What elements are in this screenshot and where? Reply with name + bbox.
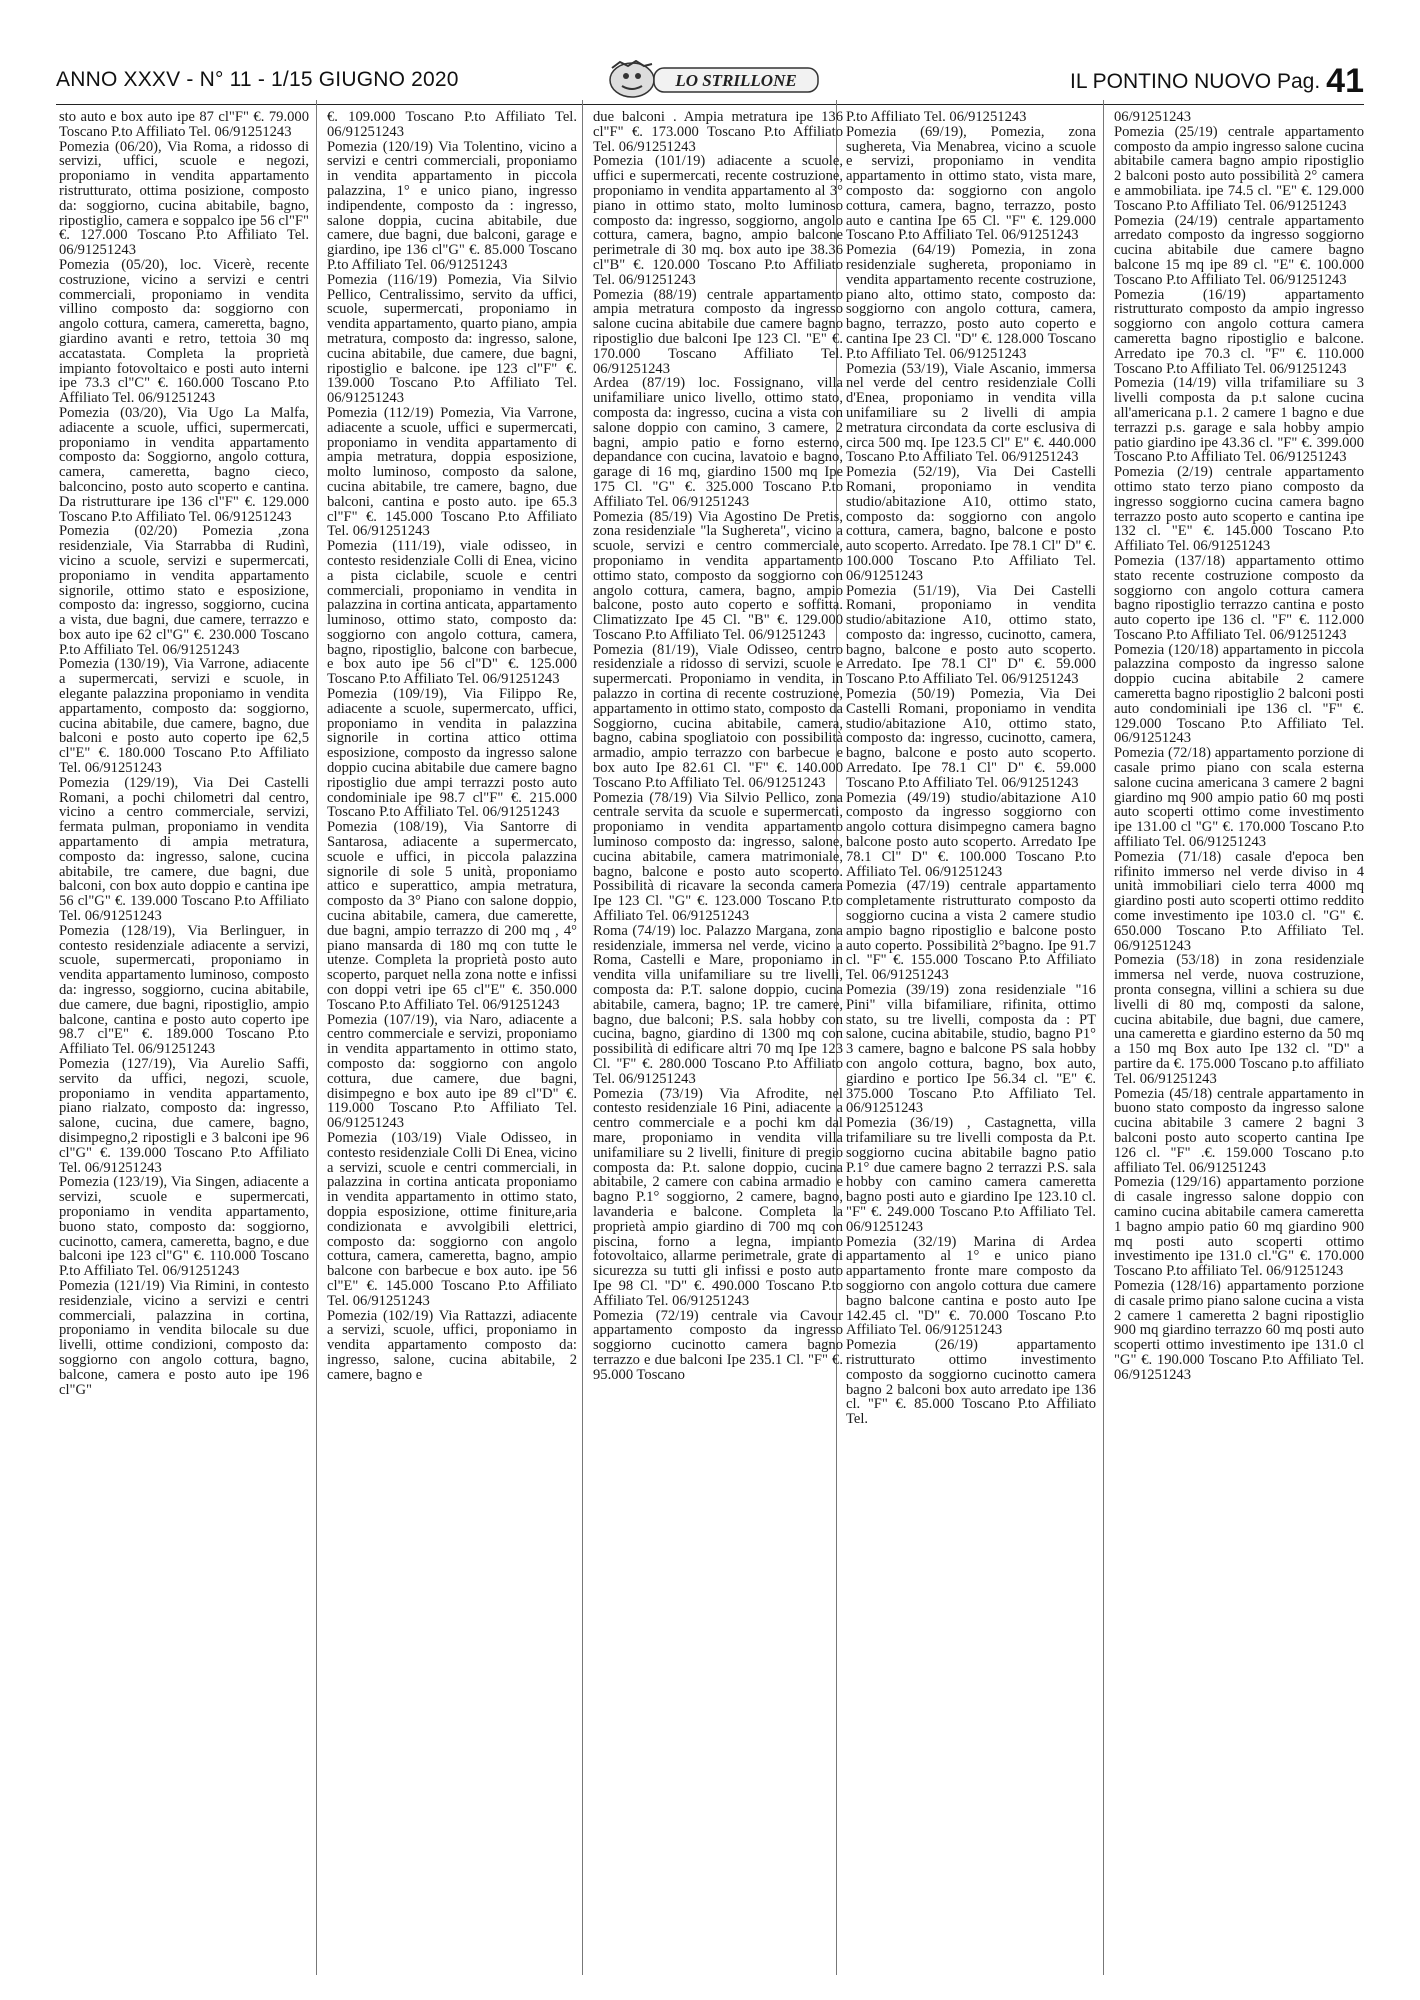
listing-paragraph: Pomezia (116/19) Pomezia, Via Silvio Pellico, Centralissimo, servito da uffici, scuole, supermercati, proponiamo in vendita appartamento, quarto piano, ampia metratura, composto da: ingresso, salone, cucina abitabile, due camere, due bagni, ripostiglio e balcone. ipe 123 cl"F" €. 139.000 Toscano P.to Affiliato Tel. 06/91251243 bbox=[327, 271, 577, 407]
listing-paragraph: Pomezia (52/19), Via Dei Castelli Romani, proponiamo in vendita studio/abitazione A10, ottimo stato, composto da: soggiorno con angolo cottura, camera, bagno, balcone e posto auto scoperto. Arredato. Ipe 78.1 Cl" D" €. 100.000 Toscano P.to Affiliato Tel. 06/91251243 bbox=[846, 464, 1096, 584]
listing-paragraph: Pomezia (64/19) Pomezia, in zona residenziale sughereta, proponiamo in vendita appartamento recente costruzione, piano alto, ottimo stato, composto da: soggiorno con angolo cottura, camera, bagno, terrazzo, posto auto coperto e cantina Ipe 23 Cl. "D" €. 128.000 Toscano P.to Affiliato Tel. 06/91251243 bbox=[846, 242, 1096, 362]
listing-paragraph: Pomezia (71/18) casale d'epoca ben rifinito immerso nel verde diviso in 4 unità immobiliari cielo terra 4000 mq giardino posti auto scoperti ottimo reddito come investimento ipe 103.0 cl. "G" €. 650.000 Toscano P.to Affiliato Tel. 06/91251243 bbox=[1114, 848, 1364, 954]
listing-paragraph: Pomezia (2/19) centrale appartamento ottimo stato terzo piano composto da ingresso soggiorno cucina camera bagno terrazzo posto auto scoperto e cantina ipe 132 cl. "E" €. 145.000 Toscano P.to Affiliato Tel. 06/91251243 bbox=[1114, 464, 1364, 555]
column-divider bbox=[1103, 100, 1104, 1975]
header-rule bbox=[56, 104, 1364, 105]
listing-paragraph: due balconi . Ampia metratura ipe 136 cl"F" €. 173.000 Toscano P.to Affiliato Tel. 06/91251243 bbox=[593, 110, 843, 155]
listing-paragraph: Pomezia (88/19) centrale appartamento ampia metratura composto da ingresso salone cucina abitabile due camere bagno ripostiglio due balconi Ipe 123 Cl. "E" €. 170.000 Toscano Affiliato Tel. 06/91251243 bbox=[593, 286, 843, 377]
listing-paragraph: Pomezia (128/19), Via Berlinguer, in contesto residenziale adiacente a servizi, scuole, supermercati, proponiamo in vendita appartamento luminoso, composto da: ingresso, soggiorno, cucina abitabile, due camere, due bagni, ripostiglio, ampio balcone, cantina e posto auto coperto ipe 98.7 cl"E" €. 189.000 Toscano P.to Affiliato Tel. 06/91251243 bbox=[59, 922, 309, 1058]
listing-paragraph: Roma (74/19) loc. Palazzo Margana, zona residenziale, immersa nel verde, vicino a Roma, Castelli e Mare, proponiamo in vendita villa unifamiliare su tre livelli, composta da: P.T. salone doppio, cucina abitabile, camera, bagno; 1P. tre camere, bagno, due balconi; P.S. sala hobby con cucina, bagno, giardino di 1300 mq con possibilità di edificare altri 70 mq Ipe 123 Cl. "F" €. 280.000 Toscano P.to Affiliato Tel. 06/91251243 bbox=[593, 922, 843, 1087]
listing-paragraph: Pomezia (47/19) centrale appartamento completamente ristrutturato composto da soggiorno cucina a vista 2 camere studio ampio bagno ripostiglio e balcone posto auto coperto. Possibilità 2°bagno. Ipe 91.7 cl. "F" €. 155.000 Toscano P.to Affiliato Tel. 06/91251243 bbox=[846, 878, 1096, 984]
listing-paragraph: Pomezia (101/19) adiacente a scuole, uffici e supermercati, recente costruzione, proponiamo in vendita appartamento al 3° piano in ottimo stato, molto luminoso composto da: ingresso, soggiorno, angolo cottura, camera, bagno, ampio balcone perimetrale di 30 mq. box auto ipe 38.36 cl"B" €. 120.000 Toscano P.to Affiliato Tel. 06/91251243 bbox=[593, 153, 843, 288]
listing-paragraph: Pomezia (14/19) villa trifamiliare su 3 livelli composta da p.t salone cucina all'americana p.1. 2 camere 1 bagno e due terrazzi p.s. garage e sala hobby ampio patio giardino ipe 43.36 cl. "F" €. 399.000 Toscano P.to Affiliato Tel. 06/91251243 bbox=[1114, 375, 1364, 466]
listing-paragraph: Pomezia (26/19) appartamento ristrutturato ottimo investimento composto da soggiorno cucinotto camera bagno 2 balconi box auto arredato ipe 136 cl. "F" €. 85.000 Toscano P.to Affiliato Tel. bbox=[846, 1337, 1096, 1428]
listing-paragraph: Pomezia (73/19) Via Afrodite, nel contesto residenziale 16 Pini, adiacente a centro commerciale e a pochi km dal mare, proponiamo in vendita villa unifamiliare su 2 livelli, finiture di pregio composta da: P.t. salone doppio, cucina abitabile, 2 camere con cabina armadio e bagno P.1° soggiorno, 2 camere, bagno, lavanderia e balcone. Completa la proprietà ampio giardino di 700 mq con piscina, forno a legna, impianto fotovoltaico, allarme perimetrale, grate di sicurezza su tutti gli infissi e posto auto Ipe 98 Cl. "D" €. 490.000 Toscano P.to Affiliato Tel. 06/91251243 bbox=[593, 1085, 843, 1309]
listing-paragraph: Pomezia (05/20), loc. Vicerè, recente costruzione, vicino a servizi e centri commerciali, proponiamo in vendita villino composto da: soggiorno con angolo cottura, camera, cameretta, bagno, giardino avanti e retro, tettoia 30 mq accatastata. Completa la proprietà impianto fotovoltaico e posti auto interni ipe 73.3 cl"C" €. 160.000 Toscano P.to Affiliato Tel. 06/91251243 bbox=[59, 256, 309, 407]
listing-paragraph: Pomezia (103/19) Viale Odisseo, in contesto residenziale Colli Di Enea, vicino a servizi, scuole e centri commerciali, in palazzina in cortina anticata proponiamo in vendita appartamento in ottimo stato, doppia esposizione, ottime finiture,aria condizionata e avvolgibili elettrici, composto da: soggiorno con angolo cottura, camera, cameretta, bagno, ampio balcone con barbecue e box auto. ipe 56 cl"E" €. 145.000 Toscano P.to Affiliato Tel. 06/91251243 bbox=[327, 1129, 577, 1309]
publication-info bbox=[1070, 62, 1364, 101]
listing-paragraph: Pomezia (129/19), Via Dei Castelli Romani, a pochi chilometri dal centro, vicino a centro commerciale, servizi, fermata pulman, proponiamo in vendita appartamento di ampia metratura, composto da: ingresso, salone, cucina abitabile, tre camere, due bagni, due balconi, con box auto doppio e cantina ipe 56 cl"G" €. 139.000 Toscano P.to Affiliato Tel. 06/91251243 bbox=[59, 774, 309, 925]
listing-paragraph: Pomezia (36/19) , Castagnetta, villa trifamiliare su tre livelli composta da P.t. soggiorno cucina abitabile bagno patio P.1° due camere bagno 2 terrazzi P.S. sala hobby con camino camera cameretta bagno posti auto e giardino Ipe 123.10 cl. "F" €. 249.000 Toscano P.to Affiliato Tel. 06/91251243 bbox=[846, 1115, 1096, 1235]
listing-paragraph: Pomezia (85/19) Via Agostino De Pretis, zona residenziale "la Sughereta", vicino a scuole, servizi e centro commerciale, proponiamo in vendita appartamento ottimo stato, composto da soggiorno con angolo cottura, camera, bagno, ampio balcone, posto auto coperto e soffitta. Climatizzato Ipe 45 Cl. "B" €. 129.000 Toscano P.to Affiliato Tel. 06/91251243 bbox=[593, 508, 843, 643]
listing-paragraph: Pomezia (120/19) Via Tolentino, vicino a servizi e centri commerciali, proponiamo in vendita appartamento in piccola palazzina, 1° e unico piano, ingresso indipendente, composto da : ingresso, salone doppia, cucina abitabile, due camere, due bagni, due balconi, garage e giardino, ipe 136 cl"G" €. 85.000 Toscano P.to Affiliato Tel. 06/91251243 bbox=[327, 138, 577, 273]
listing-paragraph: Pomezia (127/19), Via Aurelio Saffi, servito da uffici, negozi, scuole, proponiamo in vendita appartamento, piano rialzato, composto da: ingresso, salone, cucina, due camere, bagno, disimpegno,2 ripostigli e 3 balconi ipe 96 cl"G" €. 139.000 Toscano P.to Affiliato Tel. 06/91251243 bbox=[59, 1056, 309, 1176]
listing-paragraph: Pomezia (53/18) in zona residenziale immersa nel verde, nuova costruzione, pronta consegna, villini a schiera su due livelli di 80 mq, composti da salone, cucina abitabile, due bagni, due camere, una cameretta e giardino esterno da 50 mq a 150 mq Box auto Ipe 132 cl. "D" a partire da €. 175.000 Toscano p.to affiliato Tel. 06/91251243 bbox=[1114, 952, 1364, 1087]
listing-paragraph: Pomezia (69/19), Pomezia, zona sughereta, Via Menabrea, vicino a scuole e servizi, proponiamo in vendita appartamento in ottimo stato, vista mare, composto da: soggiorno con angolo cottura, camera, bagno, terrazzo, posto auto e cantina Ipe 65 Cl. "F" €. 129.000 Toscano P.to Affiliato Tel. 06/91251243 bbox=[846, 123, 1096, 244]
listing-paragraph: Pomezia (16/19) appartamento ristrutturato composto da ampio ingresso soggiorno con angolo cottura camera cameretta bagno ripostiglio e balcone. Arredato ipe 70.3 cl. "F" €. 110.000 Toscano P.to Affiliato Tel. 06/91251243 bbox=[1114, 286, 1364, 377]
page-number: 41 bbox=[1326, 62, 1364, 100]
listing-paragraph: Pomezia (24/19) centrale appartamento arredato composto da ingresso soggiorno cucina abitabile due camere bagno balcone 15 mq ipe 89 cl. "E" €. 100.000 Toscano P.to Affiliato Tel. 06/91251243 bbox=[1114, 212, 1364, 288]
listing-paragraph: Pomezia (123/19), Via Singen, adiacente a servizi, scuole e supermercati, proponiamo in vendita appartamento, buono stato, composto da: soggiorno, cucinotto, camera, cameretta, bagno, e due balconi ipe 123 cl"G" €. 110.000 Toscano P.to Affiliato Tel. 06/91251243 bbox=[59, 1174, 309, 1280]
listing-paragraph: Pomezia (107/19), via Naro, adiacente a centro commerciale e servizi, proponiamo in vendita appartamento in ottimo stato, composto da: soggiorno con angolo cottura, due camere, due bagni, disimpegno e box auto ipe 89 cl"D" €. 119.000 Toscano P.to Affiliato Tel. 06/91251243 bbox=[327, 1011, 577, 1132]
listing-paragraph: Pomezia (72/19) centrale via Cavour appartamento composto da ingresso soggiorno cucinotto camera bagno terrazzo e due balconi Ipe 235.1 Cl. "F" €. 95.000 Toscano bbox=[593, 1307, 843, 1383]
newspaper-logo bbox=[592, 60, 824, 100]
listing-paragraph: Pomezia (03/20), Via Ugo La Malfa, adiacente a scuole, uffici, supermercati, proponiamo in vendita appartamento composto da: Soggiorno, angolo cottura, camera, cameretta, bagno cieco, balconcino, posto auto scoperto e cantina. Da ristrutturare ipe 136 cl"F" €. 129.000 Toscano P.to Affiliato Tel. 06/91251243 bbox=[59, 404, 309, 525]
column-4 bbox=[846, 110, 1096, 1980]
logo-graphic bbox=[592, 60, 824, 100]
listing-paragraph: Pomezia (32/19) Marina di Ardea appartamento al 1° e unico piano appartamento fronte mare composto da soggiorno con angolo cottura due camere bagno balcone cantina e posto auto Ipe 142.45 cl. "D" €. 70.000 Toscano P.to Affiliato Tel. 06/91251243 bbox=[846, 1233, 1096, 1339]
column-1 bbox=[59, 110, 309, 1980]
listing-paragraph: Pomezia (02/20) Pomezia ,zona residenziale, Via Starrabba di Rudinì, vicino a scuole, servizi e supermercati, proponiamo in vendita appartamento signorile, ottimo stato e esposizione, composto da: ingresso, soggiorno, cucina a vista, due bagni, due camere, terrazzo e box auto ipe 62 cl"G" €. 230.000 Toscano P.to Affiliato Tel. 06/91251243 bbox=[59, 523, 309, 658]
column-divider bbox=[316, 100, 317, 1975]
listing-paragraph: Pomezia (108/19), Via Santorre di Santarosa, adiacente a supermercato, scuole e uffici, in piccola palazzina signorile di sole 5 unità, proponiamo attico e superattico, ampia metratura, composto da 3° Piano con salone doppio, cucina abitabile, camera, due camerette, due bagni, ampio terrazzo di 200 mq , 4° piano mansarda di 180 mq con tutte le utenze. Completa la proprietà posto auto scoperto, parquet nella zona notte e infissi con doppi vetri ipe 65 cl"E" €. 350.000 Toscano P.to Affiliato Tel. 06/91251243 bbox=[327, 819, 577, 1013]
listing-paragraph: Pomezia (112/19) Pomezia, Via Varrone, adiacente a scuole, uffici e supermercati, proponiamo in vendita appartamento di ampia metratura, doppia esposizione, molto luminoso, composto da salone, cucina abitabile, tre camere, bagno, due balconi, cantina e posto auto. ipe 65.3 cl"F" €. 145.000 Toscano P.to Affiliato Tel. 06/91251243 bbox=[327, 404, 577, 540]
column-divider bbox=[582, 100, 583, 1975]
logo-text: LO STRILLONE bbox=[675, 71, 797, 90]
listing-paragraph: Ardea (87/19) loc. Fossignano, villa unifamiliare unico livello, ottimo stato, composta da: ingresso, cucina a vista con salone doppio con camino, 3 camere, 2 bagni, ampio patio e forno esterno, depandance con cucina, lavatoio e bagno, garage di 16 mq, giardino 1500 mq Ipe 175 Cl. "G" €. 325.000 Toscano P.to Affiliato Tel. 06/91251243 bbox=[593, 375, 843, 510]
listing-paragraph: Pomezia (53/19), Viale Ascanio, immersa nel verde del centro residenziale Colli d'Enea, proponiamo in vendita villa unifamiliare su 2 livelli di ampia metratura circondata da corte esclusiva di circa 500 mq. Ipe 123.5 Cl" E" €. 440.000 Toscano P.to Affiliato Tel. 06/91251243 bbox=[846, 360, 1096, 466]
listing-paragraph: Pomezia (128/16) appartamento porzione di casale primo piano salone cucina a vista 2 camere 1 cameretta 2 bagni ripostiglio 900 mq giardino terrazzo 60 mq posti auto scoperti ottimo investimento ipe 131.0 cl "G" €. 190.000 Toscano P.to Affiliato Tel. 06/91251243 bbox=[1114, 1277, 1364, 1383]
listing-paragraph: Pomezia (129/16) appartamento porzione di casale ingresso salone doppio con camino cucina abitabile camera cameretta 1 bagno ampio patio 60 mq giardino 900 mq posti auto scoperti ottimo investimento ipe 131.0 cl."G" €. 170.000 Toscano P.to affiliato Tel. 06/91251243 bbox=[1114, 1174, 1364, 1280]
column-2 bbox=[327, 110, 577, 1980]
listing-paragraph: sto auto e box auto ipe 87 cl"F" €. 79.000 Toscano P.to Affiliato Tel. 06/91251243 bbox=[59, 110, 309, 140]
page-header bbox=[56, 62, 1364, 102]
listing-paragraph: Pomezia (81/19), Viale Odisseo, centro residenziale a ridosso di servizi, scuole e supermercati. Proponiamo in vendita, in palazzo in cortina di recente costruzione, appartamento in ottimo stato, composto da Soggiorno, cucina abitabile, camera, bagno, cabina spogliatoio con possibilità armadio, ampio terrazzo con barbecue e box auto Ipe 82.61 Cl. "F" €. 140.000 Toscano P.to Affiliato Tel. 06/91251243 bbox=[593, 641, 843, 791]
publication-name: IL PONTINO NUOVO Pag. bbox=[1070, 70, 1321, 93]
listing-paragraph: Pomezia (120/18) appartamento in piccola palazzina composto da ingresso salone doppio cucina abitabile 2 camere cameretta bagno ripostiglio 2 balconi posti auto condominiali ipe 136 cl. "F" €. 129.000 Toscano P.to Affiliato Tel. 06/91251243 bbox=[1114, 641, 1364, 747]
listing-paragraph: Pomezia (102/19) Via Rattazzi, adiacente a servizi, scuole, uffici, proponiamo in vendita appartamento composto da: ingresso, salone, cucina abitabile, 2 camere, bagno e bbox=[327, 1307, 577, 1383]
listing-paragraph: Pomezia (72/18) appartamento porzione di casale primo piano con scala esterna salone cucina americana 3 camere 2 bagni giardino mq 900 ampio patio 60 mq posti auto scoperti ottimo come investimento ipe 131.00 cl "G" €. 170.000 Toscano P.to affiliato Tel. 06/91251243 bbox=[1114, 745, 1364, 851]
listing-paragraph: Pomezia (49/19) studio/abitazione A10 composto da ingresso soggiorno con angolo cottura disimpegno camera bagno balcone posto auto scoperto. Arredato Ipe 78.1 Cl" D" €. 100.000 Toscano P.to Affiliato Tel. 06/91251243 bbox=[846, 789, 1096, 880]
issue-info: ANNO XXXV - N° 11 - 1/15 GIUGNO 2020 bbox=[56, 68, 459, 91]
column-3 bbox=[593, 110, 843, 1980]
listing-paragraph: Pomezia (78/19) Via Silvio Pellico, zona centrale servita da scuole e supermercati, proponiamo in vendita appartamento luminoso composto da: ingresso, salone, cucina abitabile, camera matrimoniale, bagno, balcone e posto auto scoperto. Possibilità di ricavare la seconda camera Ipe 123 Cl. "G" €. 123.000 Toscano P.to Affiliato Tel. 06/91251243 bbox=[593, 789, 843, 925]
listing-paragraph: Pomezia (109/19), Via Filippo Re, adiacente a scuole, supermercato, uffici, proponiamo in vendita in palazzina signorile in cortina attico ottima esposizione, composto da ingresso salone doppio cucina abitabile due camere bagno ripostiglio due ampi terrazzi posto auto condominiale ipe 98.7 cl"F" €. 215.000 Toscano P.to Affiliato Tel. 06/91251243 bbox=[327, 686, 577, 821]
listing-paragraph: Pomezia (50/19) Pomezia, Via Dei Castelli Romani, proponiamo in vendita studio/abitazione A10, ottimo stato, composto da: ingresso, cucinotto, camera, bagno, balcone e posto auto scoperto. Arredato. Ipe 78.1 Cl" D" €. 59.000 Toscano P.to Affiliato Tel. 06/91251243 bbox=[846, 686, 1096, 791]
listing-paragraph: Pomezia (111/19), viale odisseo, in contesto residenziale Colli di Enea, vicino a pista ciclabile, scuole e centri commerciali, proponiamo in vendita in palazzina in cortina anticata, appartamento luminoso, ottimo stato, composto da: soggiorno con angolo cottura, camera, bagno, ripostiglio, balcone con barbecue, e box auto ipe 56 cl"D" €. 125.000 Toscano P.to Affiliato Tel. 06/91251243 bbox=[327, 538, 577, 688]
column-5 bbox=[1114, 110, 1364, 1980]
listing-paragraph: Pomezia (130/19), Via Varrone, adiacente a supermercati, servizi e scuole, in elegante palazzina proponiamo in vendita appartamento, composto da: soggiorno, cucina abitabile, due camere, bagno, due balconi e posto auto coperto ipe 62,5 cl"E" €. 180.000 Toscano P.to Affiliato Tel. 06/91251243 bbox=[59, 656, 309, 777]
listing-paragraph: Pomezia (45/18) centrale appartamento in buono stato composto da ingresso salone cucina abitabile 3 camere 2 bagni 3 balconi posto auto scoperto cantina Ipe 126 cl. "F" .€. 159.000 Toscano p.to affiliato Tel. 06/91251243 bbox=[1114, 1085, 1364, 1176]
listing-paragraph: Pomezia (06/20), Via Roma, a ridosso di servizi, uffici, scuole e negozi, proponiamo in vendita appartamento ristrutturato, ottima posizione, composto da: soggiorno, cucina abitabile, bagno, ripostiglio, camera e soppalco ipe 56 cl"F" €. 127.000 Toscano P.to Affiliato Tel. 06/91251243 bbox=[59, 138, 309, 259]
listing-paragraph: P.to Affiliato Tel. 06/91251243 bbox=[846, 110, 1027, 125]
listing-paragraph: 06/91251243 bbox=[1114, 110, 1192, 125]
listing-paragraph: Pomezia (121/19) Via Rimini, in contesto residenziale, vicino a servizi e centri commerciali, palazzina in cortina, proponiamo in vendita bilocale su due livelli, ottime condizioni, composto da: soggiorno con angolo cottura, bagno, balcone, camera e posto auto ipe 196 cl"G" bbox=[59, 1277, 309, 1398]
listing-paragraph: Pomezia (39/19) zona residenziale "16 Pini" villa bifamiliare, rifinita, ottimo stato, su tre livelli, composta da : PT salone, cucina abitabile, studio, bagno P1° 3 camere, bagno e balcone PS sala hobby con angolo cottura, bagno, box auto, giardino e portico Ipe 56.34 cl. "E" €. 375.000 Toscano P.to Affiliato Tel. 06/91251243 bbox=[846, 982, 1096, 1117]
listing-paragraph: Pomezia (51/19), Via Dei Castelli Romani, proponiamo in vendita studio/abitazione A10, ottimo stato, composto da: ingresso, cucinotto, camera, bagno, balcone e posto auto scoperto. Arredato. Ipe 78.1 Cl" D" €. 59.000 Toscano P.to Affiliato Tel. 06/91251243 bbox=[846, 582, 1096, 688]
listing-paragraph: Pomezia (25/19) centrale appartamento composto da ampio ingresso salone cucina abitabile camera bagno ampio ripostiglio 2 balconi posto auto possibilità 2° camera e ammobiliata. ipe 74.5 cl. "E" €. 129.000 Toscano P.to Affiliato Tel. 06/91251243 bbox=[1114, 123, 1364, 214]
listing-paragraph: €. 109.000 Toscano P.to Affiliato Tel. 06/91251243 bbox=[327, 110, 577, 140]
listing-paragraph: Pomezia (137/18) appartamento ottimo stato recente costruzione composto da soggiorno con angolo cottura camera bagno ripostiglio terrazzo cantina e posto auto coperto ipe 136 cl. "F" €. 112.000 Toscano P.to Affiliato Tel. 06/91251243 bbox=[1114, 552, 1364, 643]
